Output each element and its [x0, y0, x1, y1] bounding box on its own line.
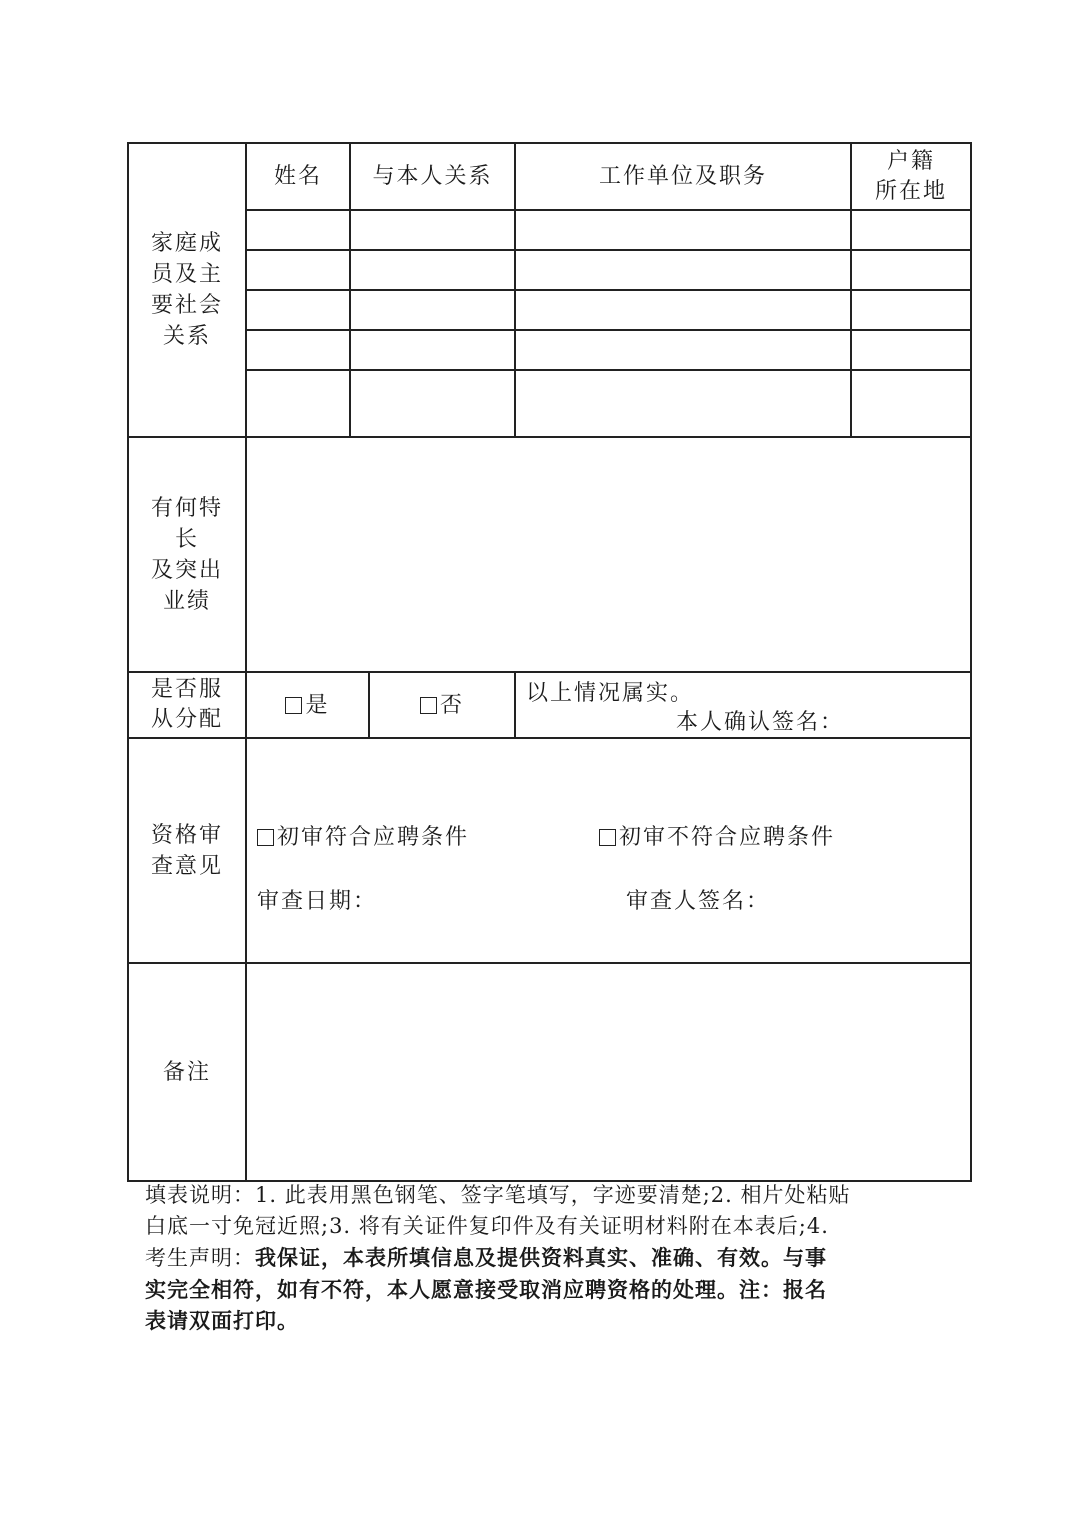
table-border-right [970, 142, 972, 1182]
header-hukou-line: 所在地 [874, 178, 947, 204]
review-label [129, 739, 245, 962]
specialty-label-line: 长 [174, 526, 199, 552]
remarks-label: 备注 [162, 1059, 211, 1085]
assignment-col-divider [514, 671, 516, 739]
specialty-input-area[interactable] [247, 438, 970, 671]
specialty-label-line: 及突出 [150, 557, 223, 583]
review-date-label: 审查日期： [257, 889, 378, 914]
reviewer-signature-label: 审查人签名： [626, 889, 771, 914]
family-label-line: 关系 [162, 324, 211, 349]
section-divider [127, 737, 972, 739]
review-pass-label: 初审符合应聘条件 [277, 825, 470, 850]
review-fail-option[interactable] [599, 820, 835, 851]
checkbox-icon[interactable] [257, 829, 274, 846]
declaration-prefix: 考生声明： [145, 1246, 255, 1270]
specialty-label-line: 有何特 [150, 495, 223, 521]
review-fail-label: 初审不符合应聘条件 [619, 825, 836, 850]
family-label-line: 员及主 [150, 262, 223, 287]
assignment-no-label: 否 [439, 692, 464, 718]
assignment-label [129, 673, 245, 737]
assignment-yes-option[interactable] [247, 673, 368, 737]
header-hukou [852, 144, 970, 209]
header-hukou-line: 户籍 [886, 148, 935, 174]
declaration-line [145, 1242, 945, 1274]
checkbox-icon[interactable] [285, 697, 302, 714]
review-label-line: 资格审 [150, 822, 223, 848]
instructions-line: 白底一寸免冠近照;3. 将有关证件复印件及有关证明材料附在本表后;4. [145, 1214, 829, 1238]
specialty-label-line: 业绩 [162, 588, 211, 614]
checkbox-icon[interactable] [420, 697, 437, 714]
assignment-signature-label: 本人确认签名： [676, 710, 845, 735]
assignment-yes-label: 是 [305, 692, 330, 718]
fill-instructions [145, 1180, 945, 1336]
family-label-line: 要社会 [150, 293, 223, 318]
assignment-no-option[interactable] [370, 673, 514, 737]
assignment-label-line: 是否服 [150, 677, 223, 702]
review-pass-option[interactable] [257, 820, 469, 851]
family-input-grid[interactable] [247, 211, 970, 436]
review-label-line: 查意见 [150, 853, 223, 879]
assignment-confirm-text: 以上情况属实。 [526, 681, 695, 706]
assignment-label-line: 从分配 [150, 707, 223, 732]
header-name: 姓名 [273, 164, 322, 189]
declaration-line: 实完全相符，如有不符，本人愿意接受取消应聘资格的处理。注：报名 [145, 1277, 827, 1302]
instructions-line: 填表说明：1. 此表用黑色钢笔、签字笔填写，字迹要清楚;2. 相片处粘贴 [145, 1183, 851, 1207]
family-label-line: 家庭成 [150, 231, 223, 256]
checkbox-icon[interactable] [599, 829, 616, 846]
remarks-input-area[interactable] [247, 964, 970, 1180]
header-relation: 与本人关系 [372, 164, 493, 189]
declaration-line: 表请双面打印。 [145, 1308, 299, 1333]
family-section-label [129, 144, 245, 436]
specialty-label [129, 438, 245, 671]
header-work: 工作单位及职务 [598, 164, 767, 189]
declaration-text: 我保证，本表所填信息及提供资料真实、准确、有效。与事 [255, 1245, 827, 1270]
